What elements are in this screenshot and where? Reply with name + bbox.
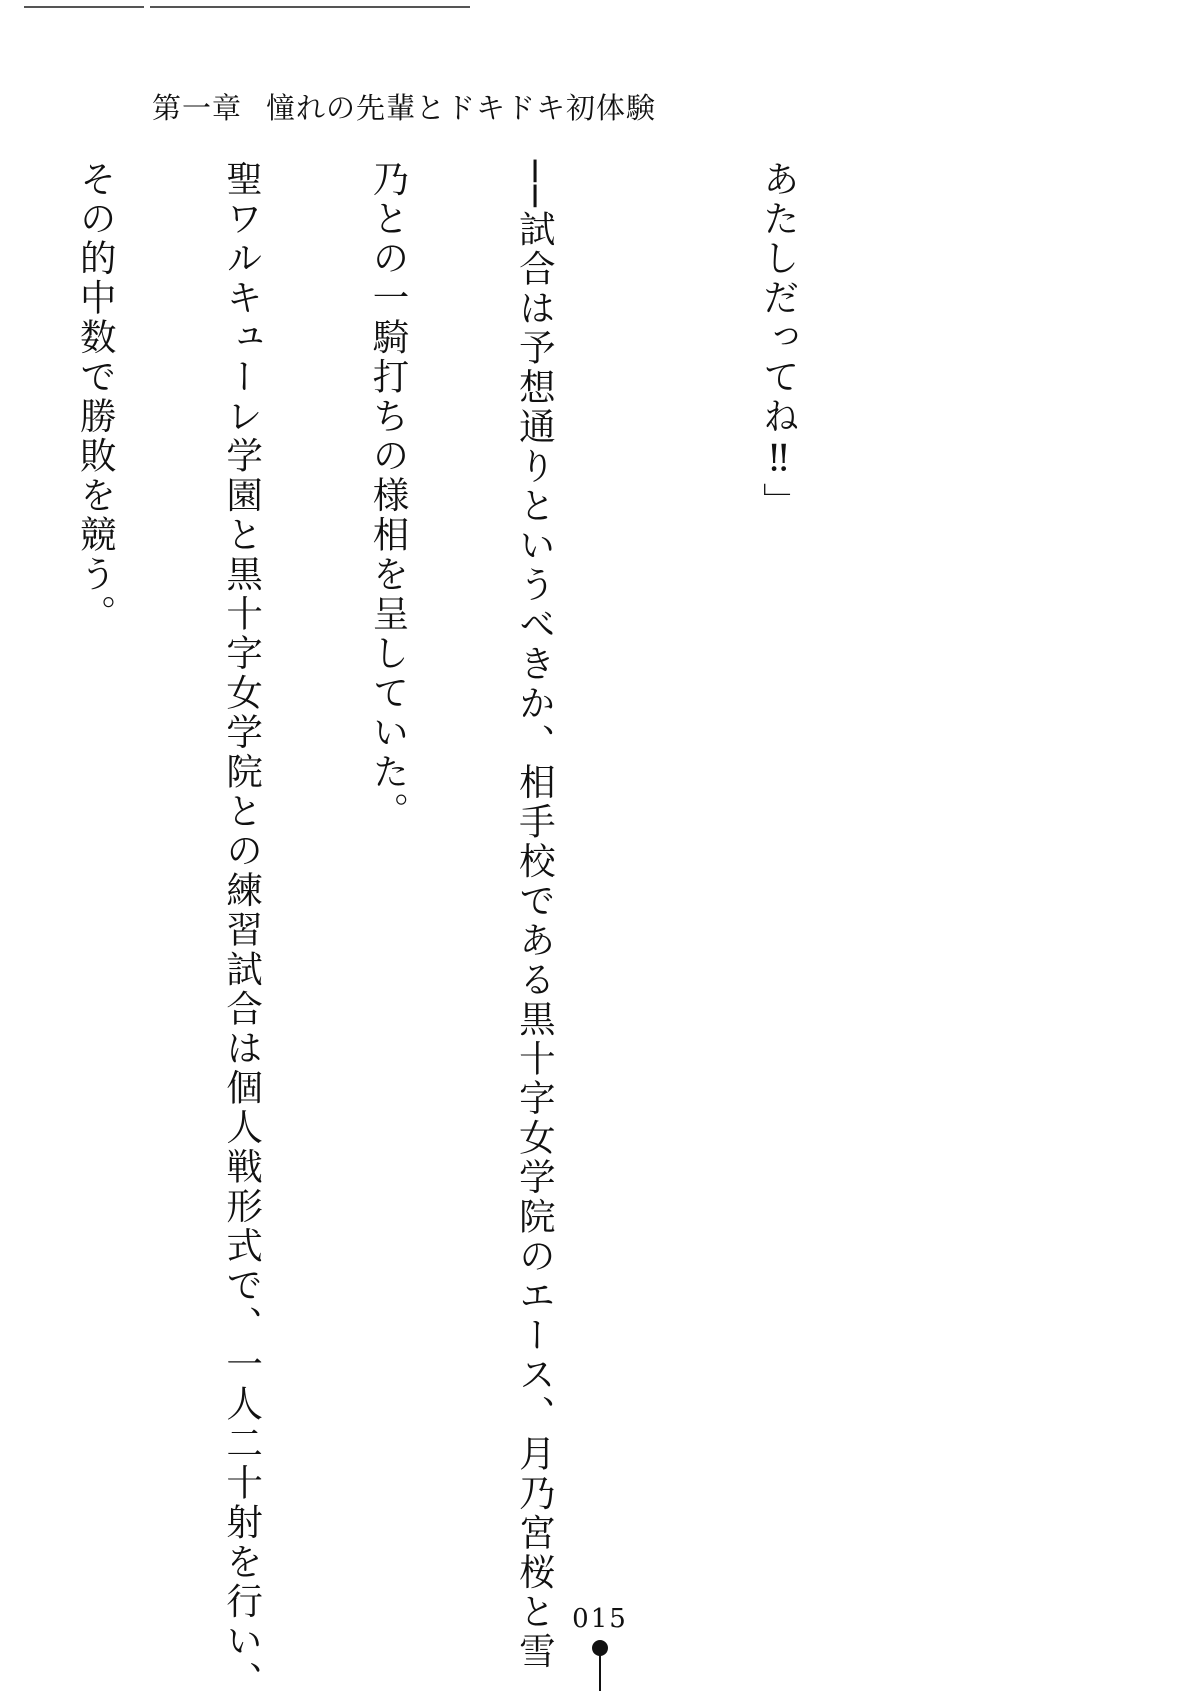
page-number: 015 — [572, 1604, 628, 1634]
chapter-number: 第一章 — [152, 91, 243, 125]
text-line: あたしだってね‼」 — [757, 160, 801, 522]
text-line: 聖ワルキューレ学園と黒十字女学院との練習試合は個人戦形式で、一人二十射を行い、 — [220, 160, 264, 1701]
page-marker-stem — [599, 1654, 601, 1691]
scan-edge-rule — [24, 6, 144, 8]
text-line: ──試合は予想通りというべきか、相手校である黒十字女学院のエース、月乃宮桜と雪 — [513, 160, 557, 1672]
text-line: その的中数で勝敗を競う。 — [74, 160, 118, 634]
text-line: 乃との一騎打ちの様相を呈していた。 — [367, 160, 411, 832]
chapter-title: 憧れの先輩とドキドキ初体験 — [266, 91, 657, 125]
running-head — [152, 86, 656, 127]
scan-edge-rule — [150, 6, 470, 8]
